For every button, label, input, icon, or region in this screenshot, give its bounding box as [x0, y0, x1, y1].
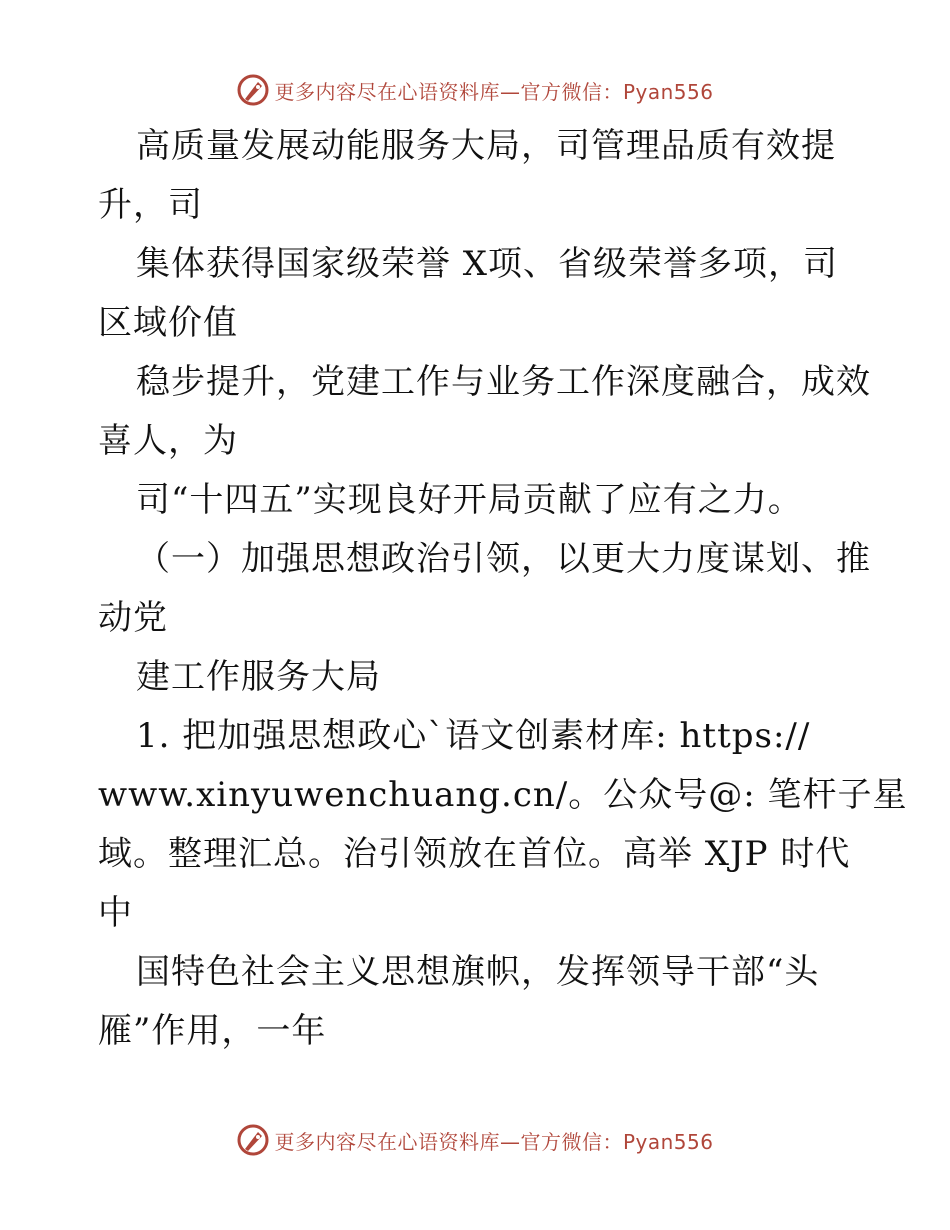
text-line: 司“十四五”实现良好开局贡献了应有之力。 — [136, 480, 803, 520]
text-line: 喜人，为 — [98, 421, 238, 461]
footer-banner-text: 更多内容尽在心语资料库—官方微信：Pyan556 — [274, 1129, 714, 1154]
text-line: www.xinyuwenchuang.cn/。公众号@: 笔杆子星 — [98, 775, 908, 815]
text-line: 国特色社会主义思想旗帜，发挥领导干部“头 — [136, 952, 820, 992]
text-line: 升，司 — [98, 185, 203, 225]
text-line: 动党 — [98, 598, 168, 638]
header-banner-text: 更多内容尽在心语资料库—官方微信：Pyan556 — [274, 79, 714, 104]
header-banner — [0, 70, 950, 110]
text-line: 集体获得国家级荣誉 X项、省级荣誉多项，司 — [136, 244, 839, 284]
text-line: 区域价值 — [98, 303, 238, 343]
text-line: （一）加强思想政治引领，以更大力度谋划、推 — [136, 539, 871, 579]
text-line: 建工作服务大局 — [136, 657, 381, 697]
pen-nib-logo-icon — [236, 1123, 270, 1157]
text-line: 高质量发展动能服务大局，司管理品质有效提 — [136, 126, 836, 166]
text-line: 1. 把加强思想政心`语文创素材库: https:// — [136, 716, 811, 756]
text-line: 域。整理汇总。治引领放在首位。高举 XJP 时代 — [98, 834, 851, 874]
text-line: 中 — [98, 893, 133, 933]
text-line: 稳步提升，党建工作与业务工作深度融合，成效 — [136, 362, 871, 402]
text-line: 雁”作用，一年 — [98, 1011, 327, 1051]
footer-banner — [0, 1120, 950, 1160]
pen-nib-logo-icon — [236, 73, 270, 107]
